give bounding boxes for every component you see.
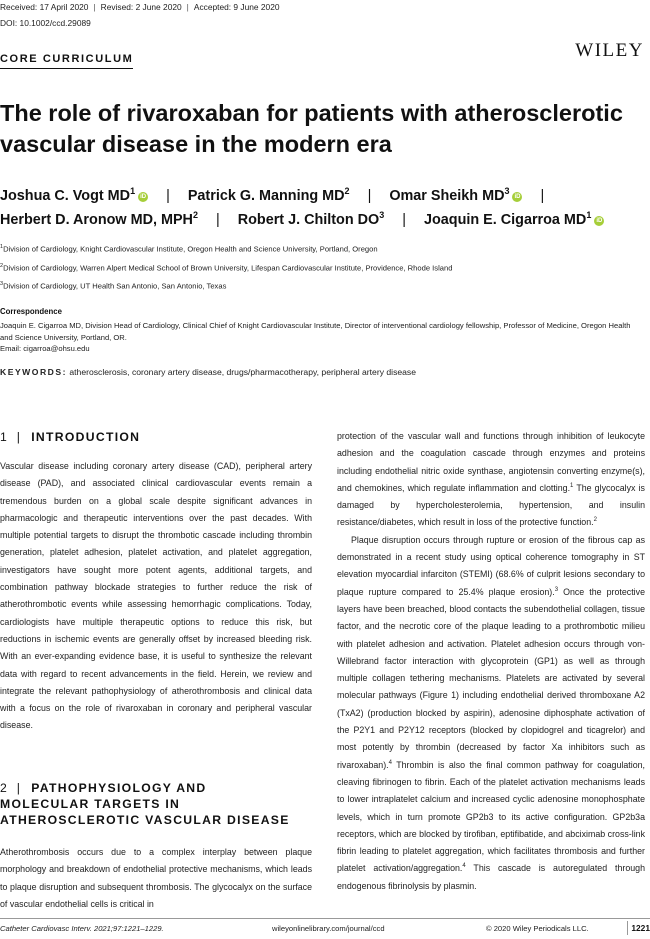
keywords <box>0 367 416 377</box>
article-title: The role of rivaroxaban for patients with atherosclerotic vascular disease in the modern era <box>0 100 623 157</box>
citation-ref[interactable]: 3 <box>554 586 559 593</box>
footer-divider <box>0 918 650 919</box>
right-column <box>337 428 645 895</box>
orcid-icon[interactable]: iD <box>514 193 521 200</box>
glycocalyx-paragraph: protection of the vascular wall and functions through inhibition of leukocyte adhesion and the coagulation cascade through enzymes and proteins including endothelial nitric oxide synthase, angiotensin converting enzyme(s), and chemokines, which regulate inflammation and clotting.$^1$ The glycocalyx is damaged by hypercholesterolemia, hypertension, and insulin resistance/diabetes, which result in loss of the protective function.$^2$ <box>337 431 645 528</box>
article-history: Received: 17 April 2020 | Revised: 2 June 2020 | Accepted: 9 June 2020 <box>0 2 280 12</box>
revised-date: Revised: 2 June 2020 <box>100 2 182 12</box>
author-separator: | <box>215 211 220 228</box>
keywords-label: KEYWORDS: <box>0 367 67 377</box>
copyright: © 2020 Wiley Periodicals LLC. <box>486 924 589 933</box>
doi[interactable]: DOI: 10.1002/ccd.29089 <box>0 18 91 28</box>
citation-ref[interactable]: 4 <box>462 863 466 870</box>
orcid-icon[interactable]: iD <box>596 217 603 224</box>
pathophysiology-column <box>0 844 312 913</box>
intro-column <box>0 458 312 735</box>
author-vogt[interactable]: Joshua C. Vogt $MD^1$ <box>0 186 136 204</box>
plaque-paragraph: Plaque disruption occurs through rupture or erosion of the fibrous cap as demonstrated in a recent study using optical coherence tomography in ST elevation myocardial infarciton (STEMI) (68.6% of culprit lesions secondary to plaque rupture compared to 25.4% plaque erosion).$^3$ Once the protective layers have been breached, blood contacts the subendothelial collagen, tissue factor, and the necrotic core of the plaque leading to a prothrombotic milieu with platelet adhesion and activation. Platelet adhesion occurs through von-Willebrand factor interaction with glycoprotein (GP1) as well as through multiple collagen tethering mechanisms. Platelets are activated by several molecular pathways (Figure 1) including endothelial derived thromboxane A2 (TxA2) (production blocked by aspirin), adenosine diphosphate activation of the P2Y1 and P2Y12 receptors (blocked by clopidogrel and ticagrelor) and most potently by thrombin (decreased by factor Xa inhibitors such as rivaroxaban).$^4$ Thrombin is also the final common pathway for coagulation, cleaving fibrinogen to fibrin. Each of the platelet activation mechanisms leads to lower intraplatelet calcium and increased cyclic adenosine monophosphate levels, which in turn promote GP2b3 to its active configuration. GP2b3a receptors, which are blocked by tirofiban, eptifibatide, and abciximab cross-link fibrin leading to platelet aggregation, which facilitates thrombosis and further platelet activation/aggregation.$^4$ This cascade is autoregulated through endogenous fibrinolysis by plasmin. <box>337 534 645 891</box>
citation-ref[interactable]: 1 <box>570 482 574 489</box>
author-line-2 <box>0 210 645 228</box>
author-sheikh[interactable]: Omar Sheikh $MD^3$ <box>389 186 510 204</box>
publisher-logo: WILEY <box>575 40 644 61</box>
section-tag: CORE CURRICULUM <box>0 53 133 69</box>
author-cigarroa[interactable]: Joaquin E. Cigarroa $MD^1$ <box>424 210 592 228</box>
citation-ref[interactable]: 2 <box>593 517 597 524</box>
author-manning[interactable]: Patrick G. Manning $MD^2$ <box>187 186 350 204</box>
author-separator: | <box>540 187 545 204</box>
correspondence-email[interactable]: Email: cigarroa@ohsu.edu <box>0 344 90 353</box>
journal-url[interactable]: wileyonlinelibrary.com/journal/ccd <box>272 924 385 933</box>
accepted-date: Accepted: 9 June 2020 <box>193 2 280 12</box>
correspondence <box>0 320 645 355</box>
correspondence-heading: Correspondence <box>0 307 62 316</box>
intro-paragraph: Vascular disease including coronary artery disease (CAD), peripheral artery disease (PAD), and associated clinical cardiovascular events remain a tremendous burden on a global scale despite significant advances in pharmacologic and therapeutic interventions over the past decades. With multiple potential targets to disrupt the thrombotic cascade including thrombin generation, platelet adhesion, platelet activation, and platelet aggregation, investigators have sought more potent agents, additional targets, and combination pathway blockade strategies to further reduce the risk of atherothrombotic events while assessing hemorrhagic complications. Today, cardiologists have multiple therapeutic options to reduce this risk, but reductions in ischemic events are generally offset by increased bleeding risk. With an ever-expanding evidence base, it is useful to synthesize the relevant data with regard to recent advancements in the field. Herein, we review and integrate the relevant pathophysiology of atherothrombosis and clinical data with a focus on the role of rivaroxaban in coronary and peripheral vascular disease. <box>0 461 312 731</box>
journal-citation: Catheter Cardiovasc Interv. 2021;97:1221–1229. <box>0 924 164 933</box>
author-line-1 <box>0 186 645 204</box>
author-aronow[interactable]: Herbert D. Aronow MD, MPH$^2$ <box>0 210 198 228</box>
citation-ref[interactable]: 4 <box>388 759 392 766</box>
author-chilton[interactable]: Robert J. Chilton $DO^3$ <box>237 210 385 228</box>
author-separator: | <box>166 187 170 204</box>
affiliation-3: $^3$Division of Cardiology, UT Health San Antonio, San Antonio, Texas <box>0 281 227 291</box>
correspondence-text: Joaquin E. Cigarroa MD, Division Head of Cardiology, Clinical Chief of Knight Cardiovascular Institute, Director of interventional cardiology fellowship, Professor of Medicine, Oregon Health and Science University, Portland, OR. <box>0 321 631 342</box>
author-separator: | <box>367 187 372 204</box>
keywords-list: atherosclerosis, coronary artery disease, drugs/pharmacotherapy, peripheral artery disease <box>69 367 416 377</box>
pathophysiology-paragraph: Atherothrombosis occurs due to a complex interplay between plaque morphology and breakdown of endothelial protective mechanisms, which leads to plaque disruption and subsequent thrombosis. The glycocalyx on the surface of vascular endothelial cells is critical in <box>0 847 312 909</box>
affiliation-1: $^1$Division of Cardiology, Knight Cardiovascular Institute, Oregon Health and Science University, Portland, Oregon <box>0 244 378 254</box>
affiliation-2: $^2$Division of Cardiology, Warren Alpert Medical School of Brown University, Lifespan Cardiovascular Institute, Providence, Rhode Island <box>0 263 453 273</box>
orcid-icon[interactable]: iD <box>140 193 147 200</box>
author-separator: | <box>402 211 406 228</box>
section-1-heading: 1 | INTRODUCTION <box>0 430 141 444</box>
section-2-heading: 2 | PATHOPHYSIOLOGY AND MOLECULAR TARGETS IN ATHEROSCLEROTIC VASCULAR DISEASE <box>0 781 290 827</box>
page-number: 1221 <box>627 921 650 935</box>
received-date: Received: 17 April 2020 <box>0 2 89 12</box>
